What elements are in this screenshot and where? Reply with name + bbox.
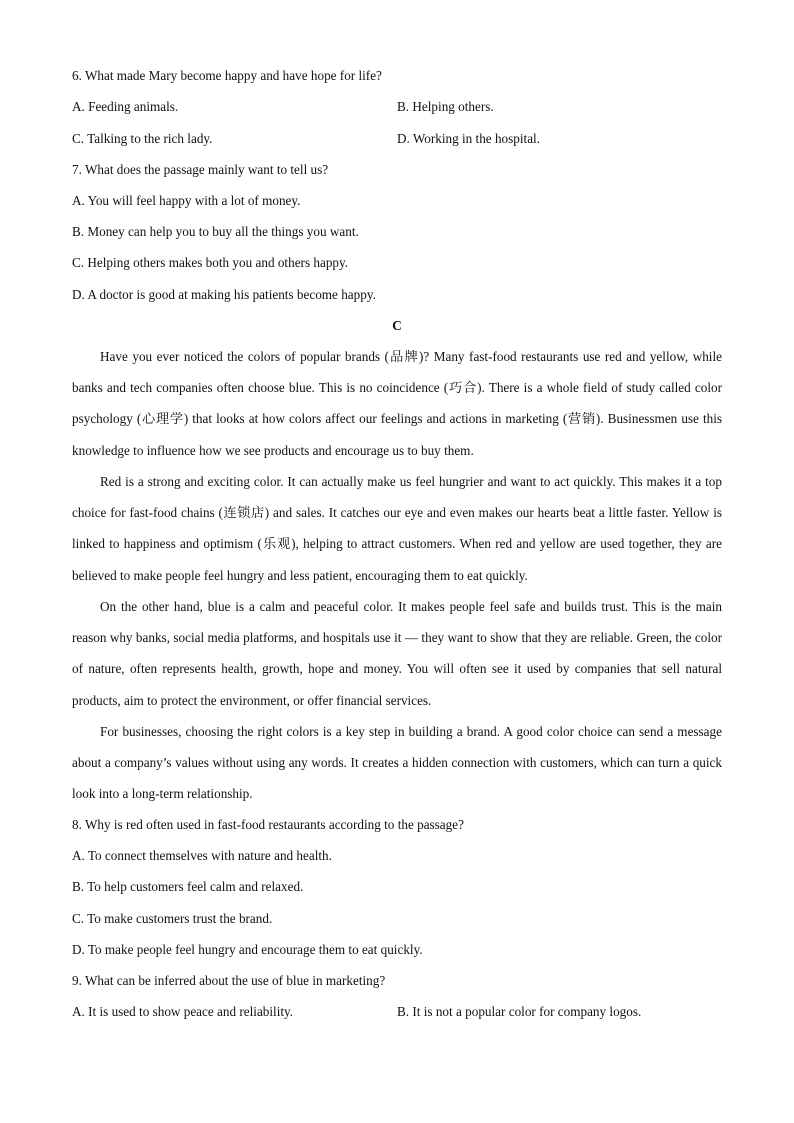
q6-option-d: D. Working in the hospital. bbox=[397, 131, 541, 146]
q7-option-b: B. Money can help you to buy all the things you want. bbox=[72, 224, 359, 239]
q7-option-a: A. You will feel happy with a lot of money. bbox=[72, 193, 301, 208]
passage-paragraph-2: Red is a strong and exciting color. It can actually make us feel hungrier and want to act quickly. This makes it a top choice for fast-food chains (连锁店) and sales. It catches our eye and even makes our hearts beat a little faster. Yellow is linked to happiness and optimism (乐观), helping to attract customers. When red and yellow are used together, they are believed to make people feel hungry and less patient, encouraging them to eat quickly. bbox=[72, 474, 722, 583]
q9-option-a: A. It is used to show peace and reliability. bbox=[72, 1004, 294, 1019]
passage-paragraph-1: Have you ever noticed the colors of popular brands (品牌)? Many fast-food restaurants use red and yellow, while banks and tech companies often choose blue. This is no coincidence (巧合). There is a whole field of study called color psychology (心理学) that looks at how colors affect our feelings and actions in marketing (营销). Businessmen use this knowledge to influence how we see products and encourage us to buy them. bbox=[72, 349, 722, 458]
question-8: 8. Why is red often used in fast-food restaurants according to the passage? bbox=[72, 817, 464, 832]
passage-paragraph-4: For businesses, choosing the right colors is a key step in building a brand. A good color choice can send a message about a company’s values without using any words. It creates a hidden connection with customers, which can turn a quick look into a long-term relationship. bbox=[72, 724, 722, 802]
q7-option-d: D. A doctor is good at making his patients become happy. bbox=[72, 287, 376, 302]
q8-option-b: B. To help customers feel calm and relaxed. bbox=[72, 879, 304, 894]
question-7: 7. What does the passage mainly want to tell us? bbox=[72, 162, 329, 177]
q6-option-b: B. Helping others. bbox=[397, 99, 494, 114]
q6-option-a: A. Feeding animals. bbox=[72, 99, 179, 114]
q8-option-d: D. To make people feel hungry and encourage them to eat quickly. bbox=[72, 942, 423, 957]
q9-option-b: B. It is not a popular color for company logos. bbox=[397, 1004, 642, 1019]
q8-option-a: A. To connect themselves with nature and health. bbox=[72, 848, 332, 863]
section-c-heading: C bbox=[392, 318, 402, 333]
question-9: 9. What can be inferred about the use of blue in marketing? bbox=[72, 973, 386, 988]
q7-option-c: C. Helping others makes both you and others happy. bbox=[72, 255, 349, 270]
passage-paragraph-3: On the other hand, blue is a calm and peaceful color. It makes people feel safe and builds trust. This is the main reason why banks, social media platforms, and hospitals use it — they want to show that they are reliable. Green, the color of nature, often represents health, growth, hope and money. You will often see it used by companies that sell natural products, aim to protect the environment, or offer financial services. bbox=[72, 599, 722, 708]
q6-option-c: C. Talking to the rich lady. bbox=[72, 131, 213, 146]
q8-option-c: C. To make customers trust the brand. bbox=[72, 911, 273, 926]
question-6: 6. What made Mary become happy and have hope for life? bbox=[72, 68, 382, 83]
